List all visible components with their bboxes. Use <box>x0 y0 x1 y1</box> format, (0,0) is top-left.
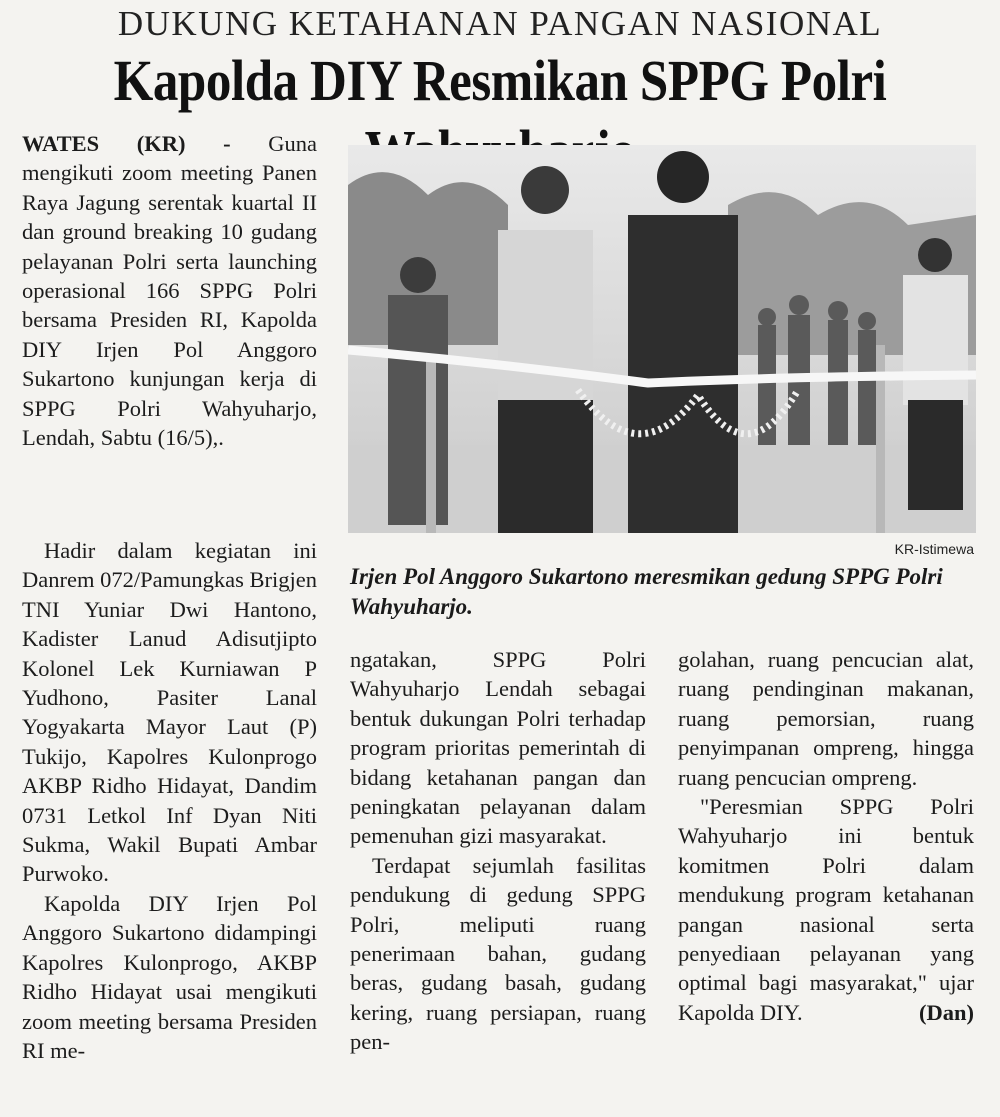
article-paragraph-5: Terdapat sejumlah fasilitas pendukung di gedung SPPG Polri, meliputi ruang penerimaan bahan, gudang beras, gudang basah, gudang kering, ruang persiapan, ruang pen- <box>350 852 646 1055</box>
article-paragraph-7 <box>678 792 974 1027</box>
paragraph-7-text: "Peresmian SPPG Polri Wahyuharjo ini bentuk komitmen Polri dalam mendukung program ketahanan pangan nasional serta penyediaan pelayanan yang optimal bagi masyarakat," ujar Kapolda DIY. <box>678 794 974 1025</box>
paragraph-1-text: Guna mengikuti zoom meeting Panen Raya Jagung serentak kuartal II dan ground breaking 10 gudang pelayanan Polri serta launching operasional 166 SPPG Polri bersama Presiden RI, Kapolda DIY Irjen Pol Anggoro Sukartono kunjungan kerja di SPPG Polri Wahyuharjo, Lendah, Sabtu (16/5),. <box>22 131 318 451</box>
article-paragraph-6: golahan, ruang pencucian alat, ruang pendinginan makanan, ruang pemorsian, ruang penyimpanan ompreng, hingga ruang pencucian ompreng. <box>678 647 974 790</box>
article-paragraph-1 <box>22 129 317 452</box>
author-signature: (Dan) <box>919 999 974 1025</box>
article-kicker: DUKUNG KETAHANAN PANGAN NASIONAL <box>117 4 883 43</box>
article-column-3 <box>678 645 974 1027</box>
article-headline: Kapolda DIY Resmikan SPPG Polri <box>113 48 887 113</box>
news-photo <box>348 145 976 533</box>
article-paragraph-3: Kapolda DIY Irjen Pol Anggoro Sukartono didampingi Kapolres Kulonprogo, AKBP Ridho Hidayat usai mengikuti zoom meeting bersama Presiden RI me- <box>22 890 317 1063</box>
article-column-2 <box>350 645 646 1057</box>
article-paragraph-2: Hadir dalam kegiatan ini Danrem 072/Pamungkas Brigjen TNI Yuniar Dwi Hantono, Kadister Lanud Adisutjipto Kolonel Lek Kurniawan P Yudhono, Pasiter Lanal Yogyakarta Mayor Laut (P) Tukijo, Kapolres Kulonprogo AKBP Ridho Hidayat, Dandim 0731 Letkol Inf Dyan Niti Sukma, Wakil Bupati Ambar Purwoko. <box>22 538 317 887</box>
article-column-1-bottom <box>22 536 317 1065</box>
article-column-1-top <box>22 129 317 452</box>
article-paragraph-4: ngatakan, SPPG Polri Wahyuharjo Lendah sebagai bentuk dukungan Polri terhadap program prioritas pemerintah di bidang ketahanan pangan dan peningkatan pelayanan dalam pemenuhan gizi masyarakat. <box>350 647 646 849</box>
dateline: WATES (KR) - <box>22 131 231 156</box>
photo-caption: Irjen Pol Anggoro Sukartono meresmikan gedung SPPG Polri Wahyuharjo. <box>350 564 943 619</box>
photo-credit: KR-Istimewa <box>894 541 974 557</box>
ribbon-cutting-photo-illustration <box>348 145 976 533</box>
